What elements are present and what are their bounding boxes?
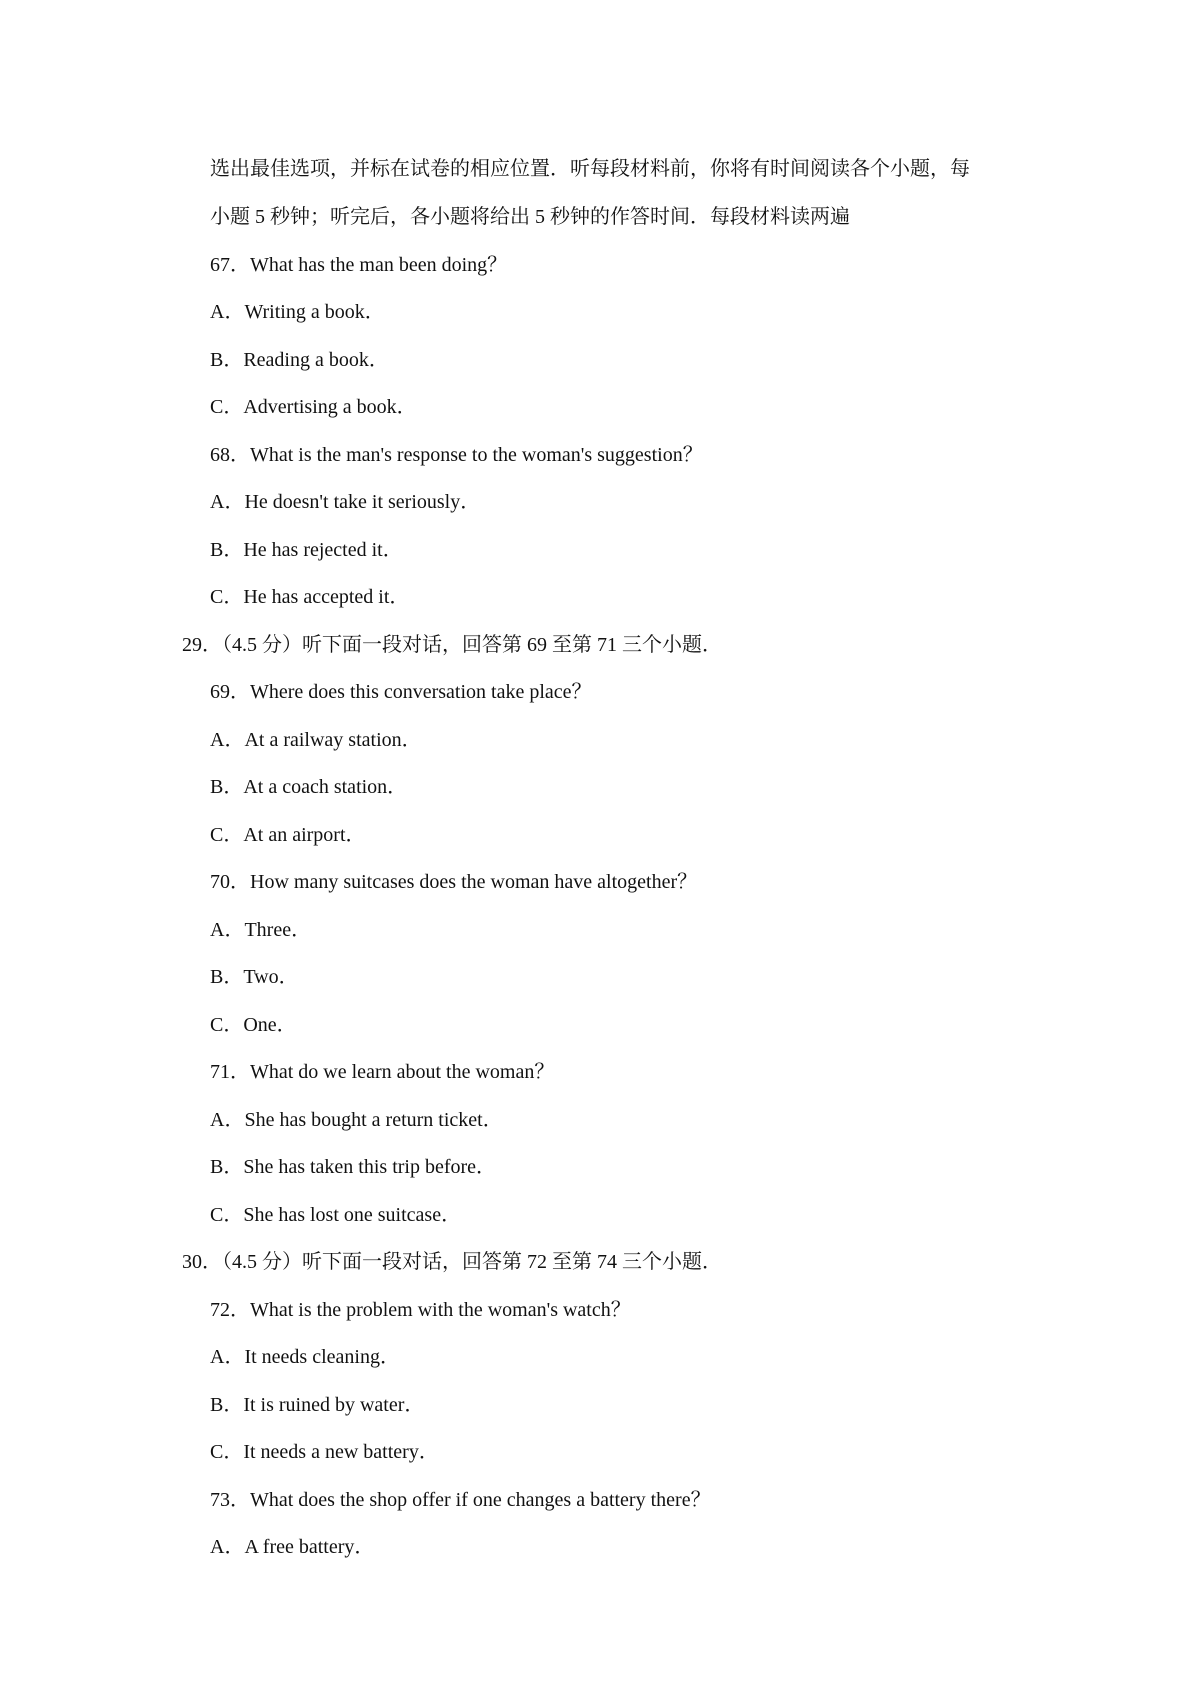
option-72-b: B．It is ruined by water． — [210, 1394, 425, 1416]
question-73: 73．What does the shop offer if one changes a battery there？ — [210, 1489, 711, 1511]
option-73-a: A．A free battery． — [210, 1536, 375, 1558]
option-70-b: B．Two． — [210, 966, 299, 988]
option-67-c: C．Advertising a book． — [210, 396, 417, 418]
question-72: 72．What is the problem with the woman's watch？ — [210, 1299, 631, 1321]
option-69-a: A．At a railway station． — [210, 729, 422, 751]
option-70-a: A．Three． — [210, 919, 312, 941]
option-68-a: A．He doesn't take it seriously． — [210, 491, 481, 513]
section-30-heading: 30．（4.5 分）听下面一段对话，回答第 72 至第 74 三个小题． — [182, 1251, 722, 1273]
option-72-c: C．It needs a new battery． — [210, 1441, 439, 1463]
instructions-line-1: 选出最佳选项，并标在试卷的相应位置．听每段材料前，你将有时间阅读各个小题，每 — [210, 158, 970, 180]
option-68-c: C．He has accepted it． — [210, 586, 410, 608]
section-29-heading: 29．（4.5 分）听下面一段对话，回答第 69 至第 71 三个小题． — [182, 634, 722, 656]
option-71-a: A．She has bought a return ticket． — [210, 1109, 503, 1131]
option-67-a: A．Writing a book． — [210, 301, 385, 323]
option-67-b: B．Reading a book． — [210, 349, 389, 371]
instructions-line-2: 小题 5 秒钟；听完后，各小题将给出 5 秒钟的作答时间．每段材料读两遍 — [210, 206, 850, 228]
question-68: 68．What is the man's response to the woman's suggestion？ — [210, 444, 703, 466]
option-69-b: B．At a coach station． — [210, 776, 408, 798]
question-71: 71．What do we learn about the woman？ — [210, 1061, 555, 1083]
question-70: 70．How many suitcases does the woman have altogether？ — [210, 871, 698, 893]
question-69: 69．Where does this conversation take place？ — [210, 681, 592, 703]
option-70-c: C．One． — [210, 1014, 297, 1036]
question-67: 67．What has the man been doing？ — [210, 254, 508, 276]
option-72-a: A．It needs cleaning． — [210, 1346, 400, 1368]
option-71-c: C．She has lost one suitcase． — [210, 1204, 462, 1226]
option-71-b: B．She has taken this trip before． — [210, 1156, 497, 1178]
option-69-c: C．At an airport． — [210, 824, 366, 846]
option-68-b: B．He has rejected it． — [210, 539, 403, 561]
